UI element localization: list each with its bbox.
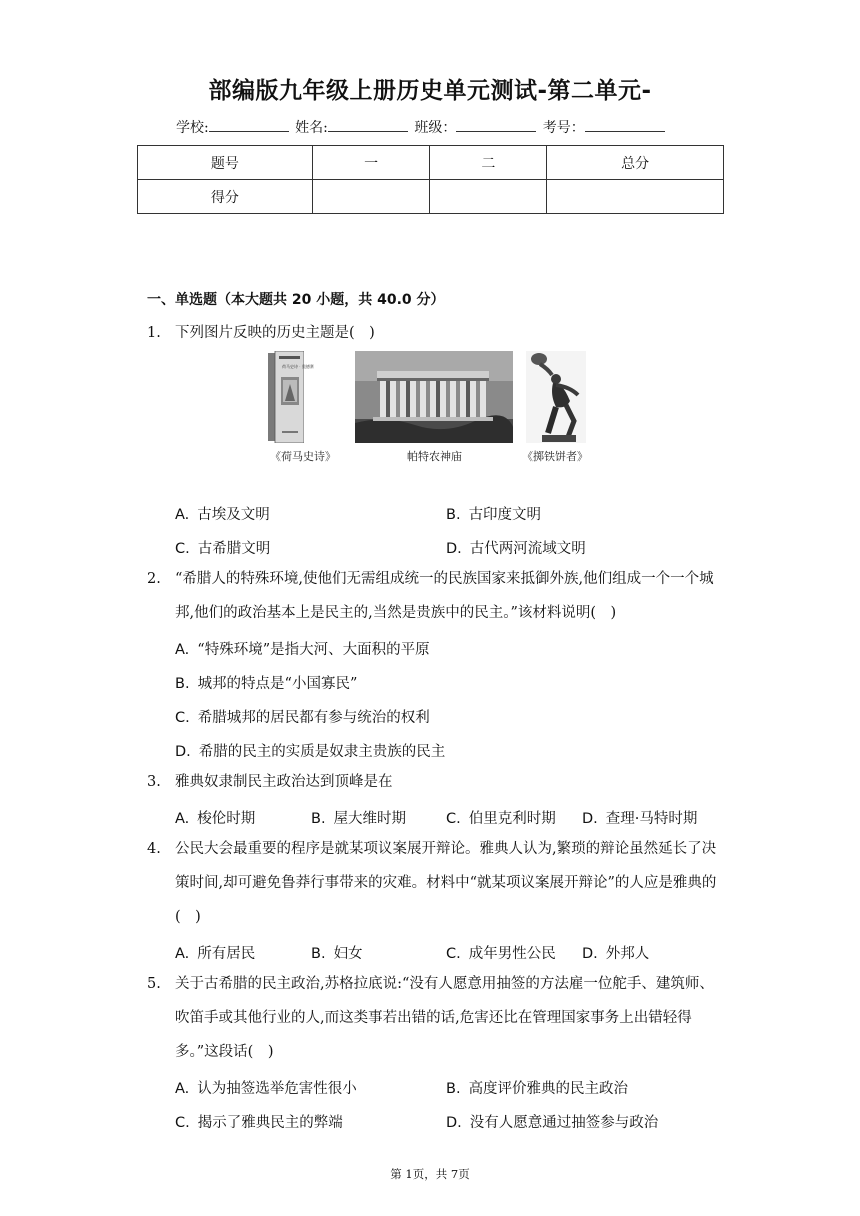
option-a: A. 认为抽签选举危害性很小 — [175, 1081, 357, 1097]
class-label: 班级： — [414, 120, 457, 136]
option-a: A. 梭伦时期 — [175, 811, 256, 827]
discobolus-statue-image — [526, 351, 586, 443]
name-label: 姓名: — [295, 120, 328, 136]
score-table-score-row — [138, 180, 724, 214]
school-label: 学校: — [176, 120, 209, 136]
question-number: 3. — [147, 774, 161, 790]
option-a: A. “特殊环境”是指大河、大面积的平原 — [175, 642, 430, 658]
book-cover-text: 荷马史诗 · 奥德赛 — [282, 364, 314, 369]
figure-caption-homer: 《荷马史诗》 — [270, 450, 336, 463]
score-table-cell — [312, 180, 430, 214]
score-table-cell: 一 — [312, 146, 430, 180]
page-title: 部编版九年级上册历史单元测试-第二单元- — [208, 78, 652, 104]
question-5 — [147, 967, 727, 1069]
question-stem: “希腊人的特殊环境,使他们无需组成统一的民族国家来抵御外族,他们组成一个一个城邦,他们的政治基本上是民主的,当然是贵族中的民主。”该材料说明( ) — [175, 571, 714, 621]
score-table-cell: 题号 — [138, 146, 313, 180]
figure-caption-parthenon: 帕特农神庙 — [407, 450, 462, 463]
option-b: B. 城邦的特点是“小国寡民” — [175, 676, 358, 692]
option-d: D. 外邦人 — [582, 946, 650, 962]
school-blank — [209, 119, 289, 132]
parthenon-image — [355, 351, 513, 443]
option-d: D. 古代两河流域文明 — [446, 541, 586, 557]
exam-no-blank — [585, 119, 665, 132]
question-stem: 公民大会最重要的程序是就某项议案展开辩论。雅典人认为,繁琐的辩论虽然延长了决策时间,却可避免鲁莽行事带来的灾难。材料中“就某项议案展开辩论”的人应是雅典的( ) — [175, 841, 717, 925]
question-number: 2. — [147, 571, 161, 587]
option-d: D. 希腊的民主的实质是奴隶主贵族的民主 — [175, 744, 446, 760]
option-b: B. 妇女 — [311, 946, 363, 962]
score-table-header-row — [138, 146, 724, 180]
option-c: C. 古希腊文明 — [175, 541, 271, 557]
question-number: 5. — [147, 976, 161, 992]
score-table — [137, 145, 724, 214]
question-stem: 雅典奴隶制民主政治达到顶峰是在 — [175, 774, 393, 790]
option-c: C. 揭示了雅典民主的弊端 — [175, 1115, 343, 1131]
page-footer: 第 1页，共 7页 — [390, 1167, 470, 1181]
option-c: C. 成年男性公民 — [446, 946, 556, 962]
option-c: C. 伯里克利时期 — [446, 811, 556, 827]
student-info-line — [176, 117, 667, 137]
option-d: D. 查理·马特时期 — [582, 811, 698, 827]
option-b: B. 古印度文明 — [446, 507, 542, 523]
question-3 — [147, 765, 727, 799]
question-4 — [147, 832, 727, 934]
question-stem: 关于古希腊的民主政治,苏格拉底说:“没有人愿意用抽签的方法雇一位舵手、建筑师、吹笛手或其他行业的人,而这类事若出错的话,危害还比在管理国家事务上出错轻得多。”这段话( ) — [175, 976, 714, 1060]
score-table-cell — [430, 180, 547, 214]
option-d: D. 没有人愿意通过抽签参与政治 — [446, 1115, 659, 1131]
question-number: 1. — [147, 325, 161, 341]
option-b: B. 屋大维时期 — [311, 811, 407, 827]
exam-no-label: 考号： — [542, 120, 585, 136]
figure-caption-discobolus: 《掷铁饼者》 — [522, 450, 588, 463]
section-heading: 一、单选题（本大题共 20 小题，共 40.0 分） — [147, 292, 445, 308]
question-1-figures — [268, 351, 598, 463]
option-c: C. 希腊城邦的居民都有参与统治的权利 — [175, 710, 430, 726]
option-a: A. 古埃及文明 — [175, 507, 270, 523]
question-2 — [147, 562, 727, 630]
name-blank — [328, 119, 408, 132]
question-number: 4. — [147, 841, 161, 857]
score-table-cell — [547, 180, 724, 214]
option-b: B. 高度评价雅典的民主政治 — [446, 1081, 629, 1097]
score-table-cell: 总分 — [547, 146, 724, 180]
question-1 — [147, 316, 727, 350]
question-stem: 下列图片反映的历史主题是( ) — [175, 325, 375, 341]
score-table-cell: 二 — [430, 146, 547, 180]
class-blank — [456, 119, 536, 132]
option-a: A. 所有居民 — [175, 946, 256, 962]
score-table-cell: 得分 — [138, 180, 313, 214]
